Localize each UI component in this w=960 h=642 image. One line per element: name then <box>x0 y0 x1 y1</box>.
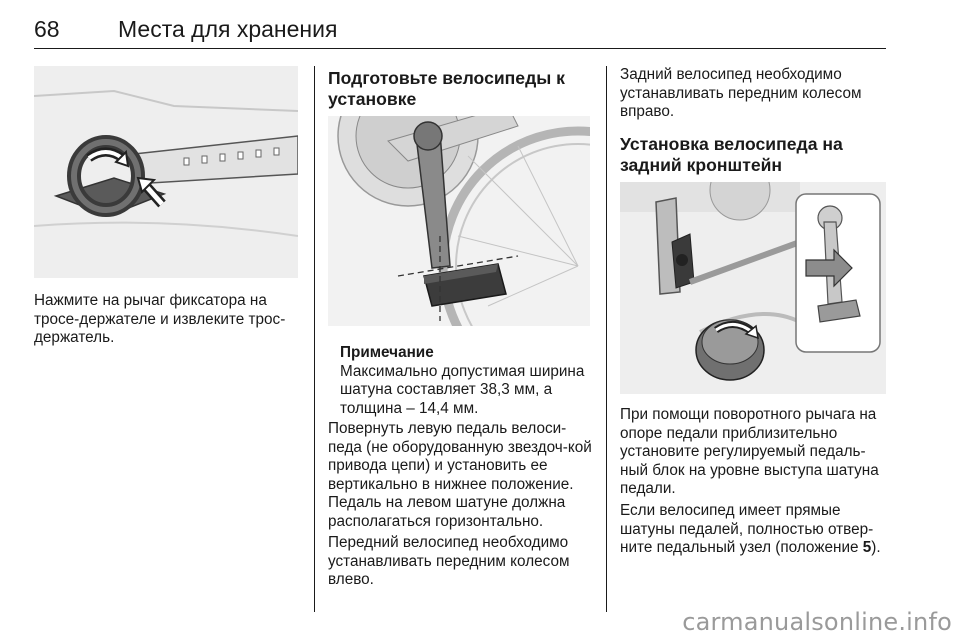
note-block <box>340 344 594 418</box>
col2-paragraph-1: Повернуть левую педаль велоси-педа (не оборудованную звездоч-кой привода цепи) и установить ее вертикально в нижнее положение. Педаль на левом шатуне должна располагаться горизонтально. <box>328 420 592 530</box>
col2-paragraph-2: Передний велосипед необходимо устанавливать передним колесом влево. <box>328 534 570 588</box>
col3-paragraph-3-text: Если велосипед имеет прямые шатуны педалей, полностью отвер-ните педальный узел (положение <box>620 502 874 556</box>
col3-heading: Установка велосипеда на задний кронштейн <box>620 134 843 175</box>
position-number: 5 <box>862 539 872 556</box>
page-header <box>34 12 886 48</box>
note-text: Максимально допустимая ширина шатуна составляет 38,3 мм, а толщина – 14,4 мм. <box>340 362 585 417</box>
figure-cable-holder <box>34 66 298 278</box>
col3-paragraph-1: Задний велосипед необходимо устанавливать передним колесом вправо. <box>620 66 862 120</box>
figure-pedal-holder <box>620 182 886 394</box>
col3-paragraph-3-end: ). <box>871 539 881 556</box>
column-divider-1 <box>314 66 315 612</box>
col2-heading: Подготовьте велосипеды к установке <box>328 68 565 109</box>
column-divider-2 <box>606 66 607 612</box>
page-number: 68 <box>34 16 60 42</box>
header-rule <box>34 48 886 49</box>
page-title: Места для хранения <box>118 16 338 42</box>
col3-paragraph-3 <box>620 502 890 558</box>
note-title: Примечание <box>340 344 434 361</box>
col1-paragraph: Нажмите на рычаг фиксатора на тросе-держателе и извлеките трос-держатель. <box>34 292 286 346</box>
figure-pedal-crank <box>328 116 590 326</box>
col3-paragraph-2: При помощи поворотного рычага на опоре педали приблизительно установите регулируемый педаль-ный блок на уровне выступа шатуна педали. <box>620 406 879 497</box>
watermark: carmanualsonline.info <box>682 608 952 636</box>
